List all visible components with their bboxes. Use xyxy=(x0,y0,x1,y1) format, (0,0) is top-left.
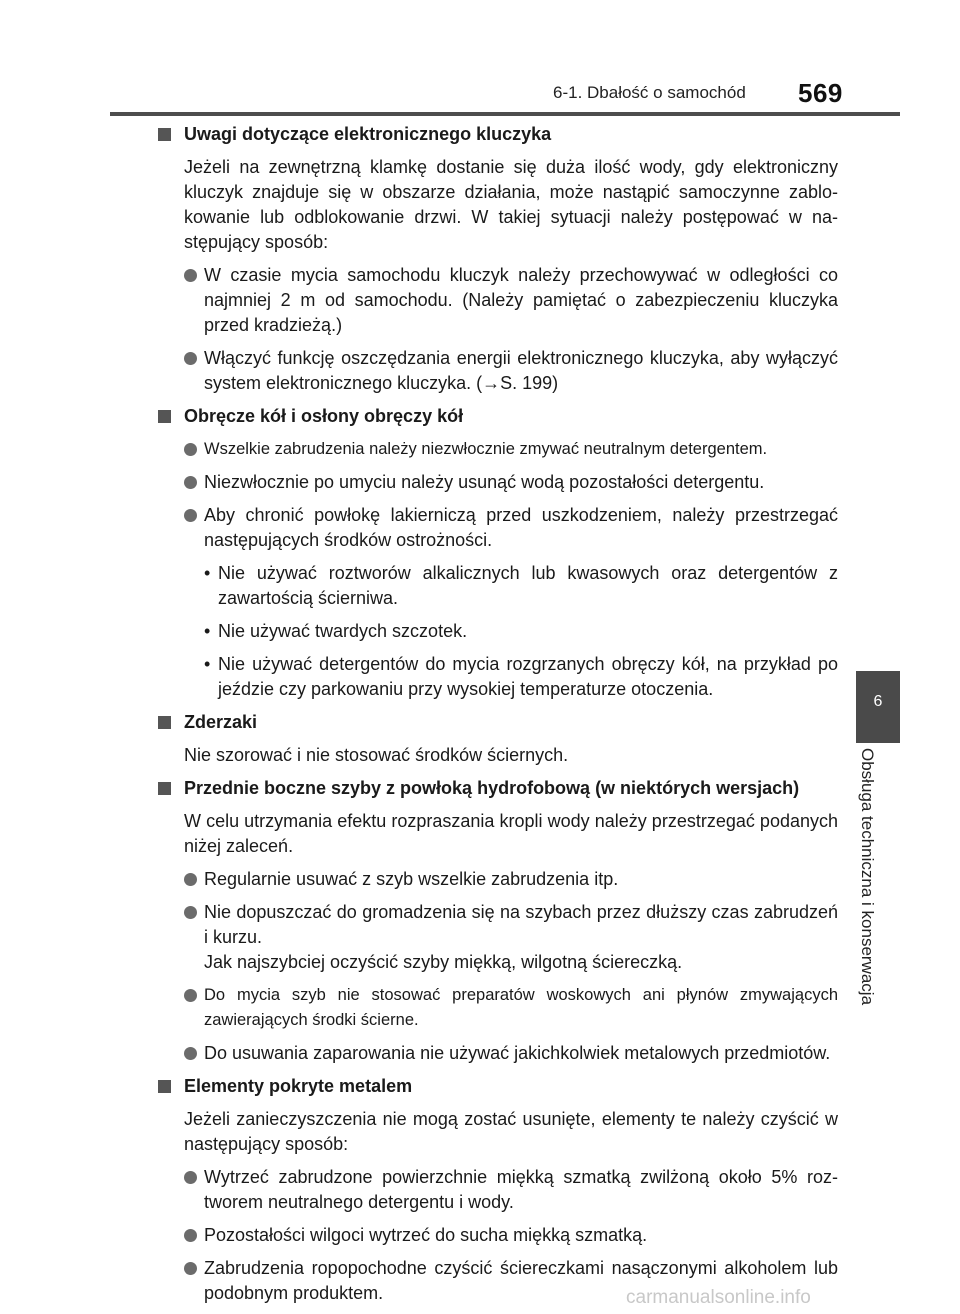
bullet-text: Włączyć funkcję oszczędzania energii elektronicznego kluczyka, aby wyłączyć system elektronicznego kluczyka. (→S. 199) xyxy=(204,348,838,393)
header-section-title: 6-1. Dbałość o samochód xyxy=(553,83,746,102)
sub-bullet-item xyxy=(158,561,838,611)
chapter-tab xyxy=(856,671,900,743)
bullet-text: Niezwłocznie po umyciu należy usunąć wodą pozostałości detergentu. xyxy=(204,472,765,492)
sub-bullet-text: Nie używać roztworów alkalicznych lub kwasowych oraz detergentów z zawartością ścierniwa. xyxy=(218,563,838,608)
circle-bullet-icon xyxy=(184,443,197,456)
circle-bullet-icon xyxy=(184,1047,197,1060)
bullet-item xyxy=(158,1165,838,1215)
section-title: Uwagi dotyczące elektronicznego kluczyka xyxy=(184,124,552,144)
bullet-text: Zabrudzenia ropopochodne czyścić ściereczkami nasączonymi alkoholem lub podobnym produktem. xyxy=(204,1258,838,1303)
page-number: 569 xyxy=(798,78,843,108)
square-bullet-icon xyxy=(158,410,171,423)
bullet-item xyxy=(158,346,838,396)
sub-bullet-marker: • xyxy=(204,563,211,583)
bullet-text: Wytrzeć zabrudzone powierzchnie miękką szmatką zwilżoną około 5% roztworem neutralnego detergentu i wody. xyxy=(204,1167,838,1212)
bullet-text-continued: Jak najszybciej oczyścić szyby miękką, wilgotną ściereczką. xyxy=(204,952,683,972)
bullet-item xyxy=(158,503,838,553)
circle-bullet-icon xyxy=(184,352,197,365)
section-title: Zderzaki xyxy=(184,712,258,732)
watermark: carmanualsonline.info xyxy=(626,1287,811,1308)
section-heading xyxy=(158,404,838,429)
bullet-text: Do usuwania zaparowania nie używać jakichkolwiek metalowych przedmiotów. xyxy=(204,1043,831,1063)
square-bullet-icon xyxy=(158,782,171,795)
sub-bullet-text: Nie używać detergentów do mycia rozgrzanych obręczy kół, na przykład po jeździe czy parkowaniu przy wysokiej temperaturze otoczenia. xyxy=(218,654,838,699)
bullet-text: Nie dopuszczać do gromadzenia się na szybach przez dłuższy czas zabrudzeń i kurzu. xyxy=(204,902,838,947)
paragraph: Jeżeli zanieczyszczenia nie mogą zostać usunięte, elementy te należy czyścić w następujący sposób: xyxy=(184,1109,838,1154)
sub-bullet-marker: • xyxy=(204,621,211,641)
chapter-number: 6 xyxy=(873,693,883,710)
bullet-text: Wszelkie zabrudzenia należy niezwłocznie zmywać neutralnym detergentem. xyxy=(204,440,768,458)
bullet-item xyxy=(158,1041,838,1066)
section-heading xyxy=(158,710,838,735)
chapter-title-container xyxy=(858,748,892,1048)
page-content xyxy=(158,122,838,1314)
sub-bullet-marker: • xyxy=(204,654,211,674)
square-bullet-icon xyxy=(158,128,171,141)
bullet-item xyxy=(158,900,838,975)
bullet-item xyxy=(158,983,838,1033)
bullet-item xyxy=(158,1223,838,1248)
bullet-text: Pozostałości wilgoci wytrzeć do sucha miękką szmatką. xyxy=(204,1225,648,1245)
bullet-item xyxy=(158,867,838,892)
section-heading xyxy=(158,1074,838,1099)
header-divider xyxy=(110,112,900,116)
circle-bullet-icon xyxy=(184,1262,197,1275)
section-heading xyxy=(158,122,838,147)
bullet-item xyxy=(158,263,838,338)
circle-bullet-icon xyxy=(184,269,197,282)
circle-bullet-icon xyxy=(184,509,197,522)
section-title: Przednie boczne szyby z powłoką hydrofobową (w niektórych wersjach) xyxy=(184,778,800,798)
circle-bullet-icon xyxy=(184,873,197,886)
square-bullet-icon xyxy=(158,716,171,729)
chapter-title: Obsługa techniczna i konserwacja xyxy=(858,748,877,1006)
sub-bullet-item xyxy=(158,619,838,644)
paragraph: Jeżeli na zewnętrzną klamkę dostanie się duża ilość wody, gdy elektroniczny kluczyk znajduje się w obszarze działania, może nastąpić samoczynne zablokowanie lub odblokowanie drzwi. W takiej sytuacji należy postępować w następujący sposób: xyxy=(184,157,838,252)
circle-bullet-icon xyxy=(184,476,197,489)
bullet-text: W czasie mycia samochodu kluczyk należy przechowywać w odległości co najmniej 2 m od samochodu. (Należy pamiętać o zabezpieczeniu kluczyka przed kradzieżą.) xyxy=(204,265,838,335)
sub-bullet-text: Nie używać twardych szczotek. xyxy=(218,621,468,641)
bullet-text: Regularnie usuwać z szyb wszelkie zabrudzenia itp. xyxy=(204,869,619,889)
section-title: Obręcze kół i osłony obręczy kół xyxy=(184,406,464,426)
circle-bullet-icon xyxy=(184,906,197,919)
paragraph: W celu utrzymania efektu rozpraszania kropli wody należy przestrzegać podanych niżej zaleceń. xyxy=(184,811,838,856)
bullet-item xyxy=(158,437,838,462)
bullet-text: Aby chronić powłokę lakierniczą przed uszkodzeniem, należy przestrzegać następujących środków ostrożności. xyxy=(204,505,838,550)
bullet-text: Do mycia szyb nie stosować preparatów woskowych ani płynów zmywających zawierających środki ścierne. xyxy=(204,986,838,1029)
circle-bullet-icon xyxy=(184,989,197,1002)
bullet-item xyxy=(158,470,838,495)
circle-bullet-icon xyxy=(184,1229,197,1242)
circle-bullet-icon xyxy=(184,1171,197,1184)
section-title: Elementy pokryte metalem xyxy=(184,1076,413,1096)
sub-bullet-item xyxy=(158,652,838,702)
paragraph: Nie szorować i nie stosować środków ściernych. xyxy=(184,745,569,765)
square-bullet-icon xyxy=(158,1080,171,1093)
section-heading xyxy=(158,776,838,801)
